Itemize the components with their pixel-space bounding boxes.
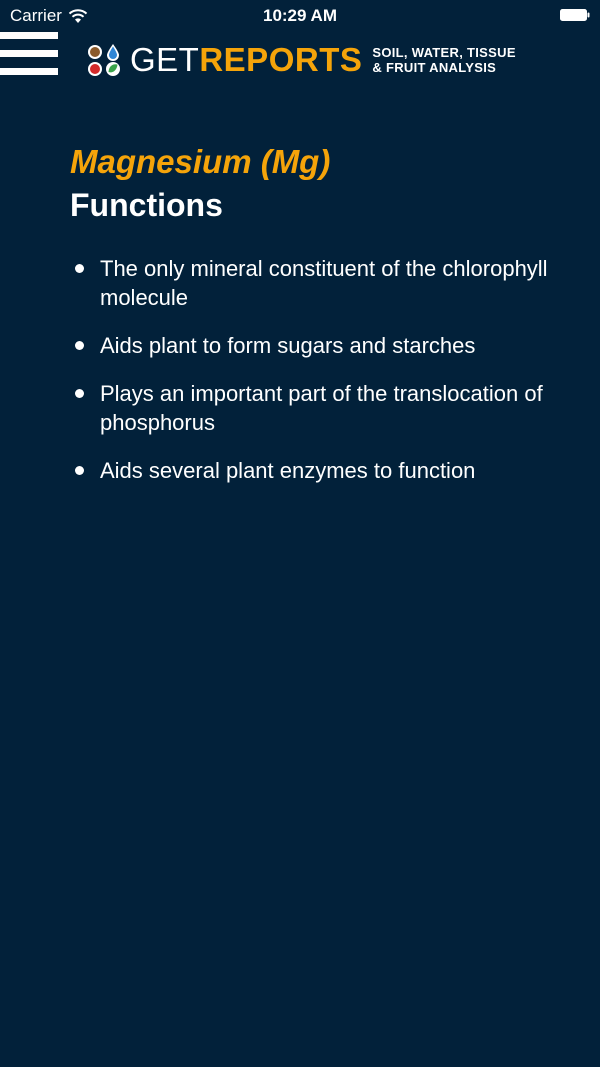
list-item bbox=[70, 254, 570, 312]
list-item-text: The only mineral constituent of the chlorophyll molecule bbox=[100, 256, 548, 310]
list-item bbox=[70, 331, 570, 360]
logo-wordmark bbox=[130, 42, 362, 78]
logo-drops-icon bbox=[86, 42, 122, 78]
menu-icon-bar-top bbox=[0, 32, 58, 39]
bullet-icon bbox=[75, 264, 84, 273]
bullet-icon bbox=[75, 341, 84, 350]
tagline-line-1: SOIL, WATER, TISSUE bbox=[372, 45, 516, 60]
list-item bbox=[70, 379, 570, 437]
status-bar bbox=[0, 0, 600, 32]
logo-reports-text: REPORTS bbox=[199, 41, 363, 78]
list-item-text: Plays an important part of the translocation of phosphorus bbox=[100, 381, 543, 435]
main-content bbox=[70, 140, 570, 504]
logo-tagline bbox=[372, 45, 515, 75]
battery-icon bbox=[560, 9, 590, 21]
list-item-text: Aids several plant enzymes to function bbox=[100, 458, 476, 483]
bullet-icon bbox=[75, 466, 84, 475]
menu-icon-bar-bottom bbox=[0, 68, 58, 75]
logo-get-text: GET bbox=[130, 41, 200, 78]
app-logo bbox=[86, 40, 516, 80]
menu-button[interactable] bbox=[0, 32, 58, 76]
page-title: Magnesium (Mg) bbox=[70, 143, 331, 180]
menu-icon-bar-middle bbox=[0, 50, 58, 57]
list-item-text: Aids plant to form sugars and starches bbox=[100, 333, 476, 358]
carrier-label: Carrier bbox=[10, 6, 62, 25]
tagline-line-2: & FRUIT ANALYSIS bbox=[372, 60, 497, 75]
bullet-icon bbox=[75, 389, 84, 398]
status-time: 10:29 AM bbox=[262, 6, 337, 25]
functions-list bbox=[70, 254, 570, 485]
list-item bbox=[70, 456, 570, 485]
app-header bbox=[0, 32, 600, 78]
page-subtitle: Functions bbox=[70, 187, 223, 223]
